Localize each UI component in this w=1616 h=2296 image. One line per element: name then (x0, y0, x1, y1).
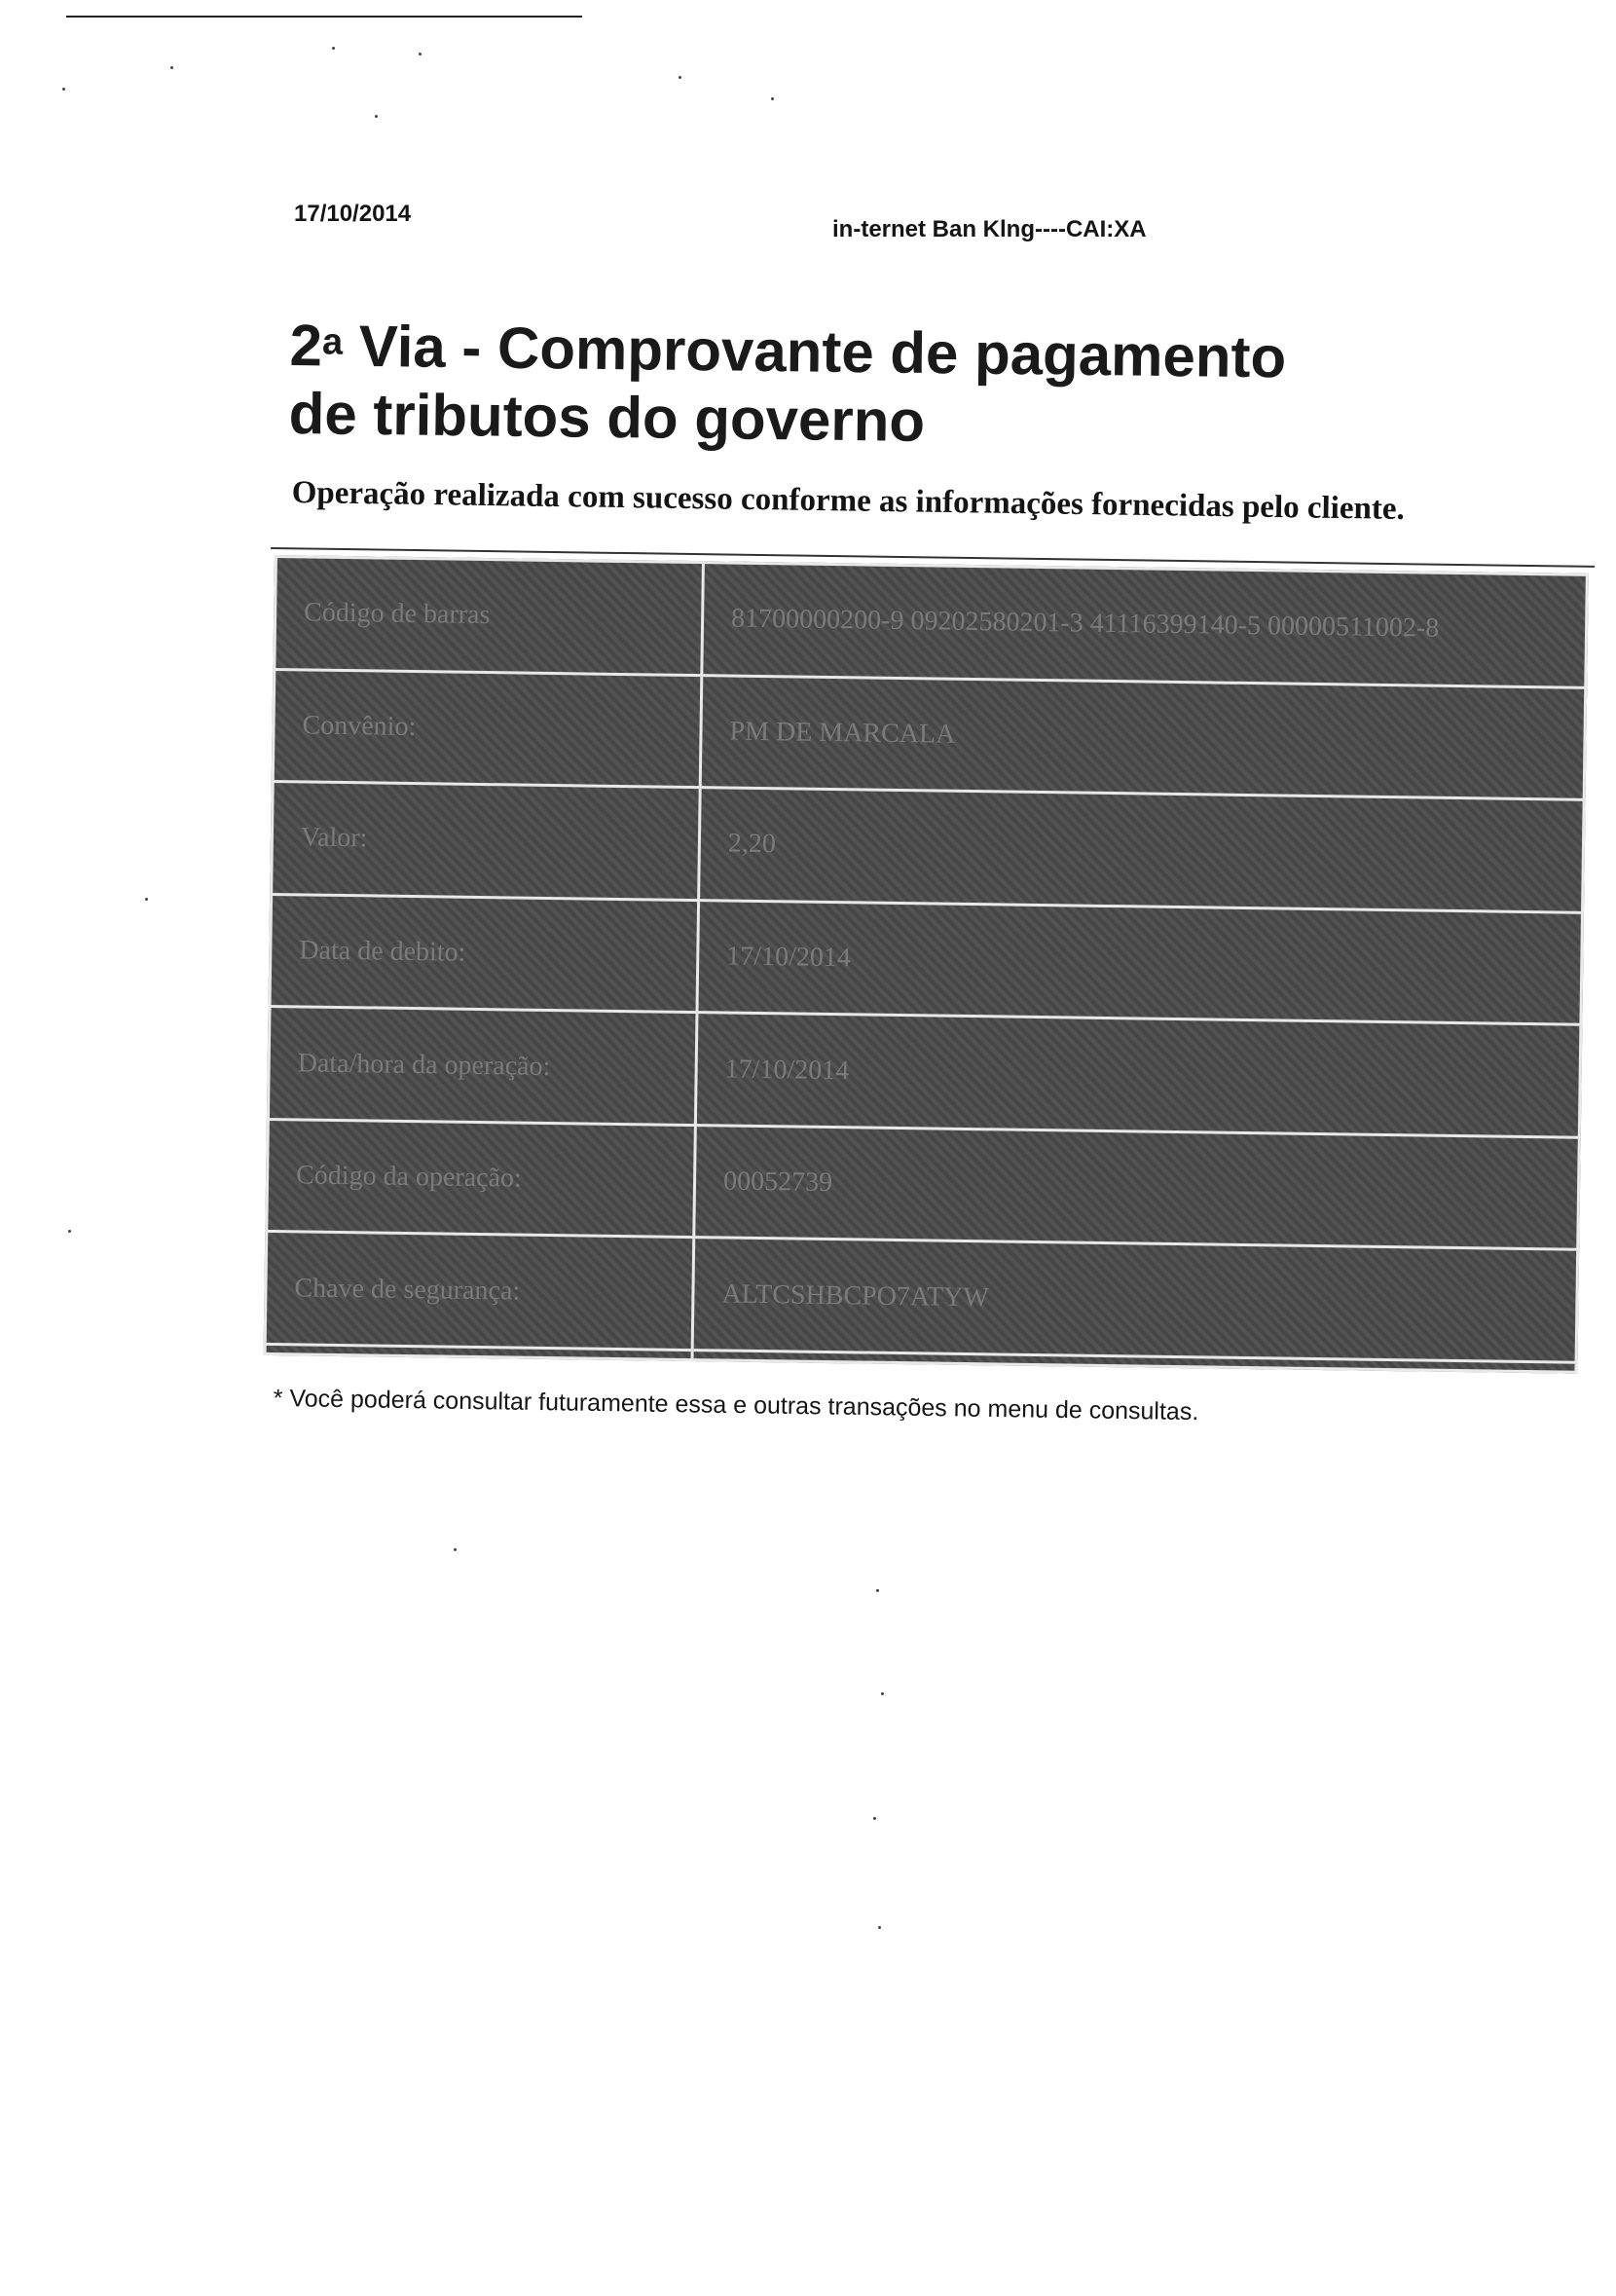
receipt-table-container (264, 555, 1589, 1374)
table-row (267, 1119, 1579, 1249)
title-number: 2 (289, 312, 323, 379)
scan-speck (873, 1817, 876, 1820)
row-label-agreement: Convênio: (273, 669, 702, 788)
row-label-barcode: Código de barras (275, 557, 704, 676)
table-row (275, 557, 1587, 687)
row-value-agreement: PM DE MARCALA (700, 675, 1586, 799)
print-source: in-ternet Ban Klng----CAI:XA (832, 216, 1147, 242)
table-row (268, 1007, 1580, 1137)
row-label-amount: Valor: (272, 782, 701, 901)
scan-speck (679, 76, 681, 79)
table-row (272, 782, 1584, 912)
success-message: Operação realizada com sucesso conforme as informações fornecidas pelo cliente. (291, 475, 1406, 527)
scan-speck (876, 1589, 879, 1592)
scan-speck (454, 1548, 457, 1551)
scan-speck (771, 97, 774, 100)
receipt-table (264, 555, 1589, 1374)
table-row (270, 894, 1582, 1024)
title-line1: Via - Comprovante de pagamento (342, 313, 1287, 390)
row-label-operation-datetime: Data/hora da operação: (268, 1007, 697, 1126)
table-row (265, 1232, 1577, 1362)
scan-speck (170, 66, 173, 69)
scan-speck (375, 115, 378, 118)
title-superscript: a (321, 321, 344, 363)
print-date: 17/10/2014 (294, 201, 412, 227)
scan-speck (419, 53, 422, 56)
scan-speck (145, 898, 148, 901)
scan-edge-line (66, 16, 582, 18)
scan-speck (878, 1926, 881, 1929)
title-line2: de tributos do governo (288, 380, 926, 454)
row-value-security-key: ALTCSHBCPO7ATYW (692, 1238, 1578, 1362)
scan-speck (332, 47, 335, 50)
row-value-operation-datetime: 17/10/2014 (695, 1013, 1581, 1137)
scan-speck (62, 88, 65, 91)
scan-speck (881, 1692, 884, 1695)
footnote: * Você poderá consultar futuramente essa e outras transações no menu de consultas. (273, 1385, 1199, 1426)
table-row (273, 669, 1585, 799)
scan-speck (68, 1230, 71, 1233)
row-label-debit-date: Data de debito: (270, 894, 699, 1013)
page-title (288, 312, 1458, 463)
row-value-amount: 2,20 (699, 788, 1585, 912)
row-value-operation-code: 00052739 (694, 1125, 1580, 1249)
row-value-debit-date: 17/10/2014 (697, 900, 1583, 1024)
row-label-security-key: Chave de segurança: (265, 1232, 694, 1351)
row-value-barcode: 81700000200-9 09202580201-3 41116399140-5 00000511002-8 (702, 563, 1588, 687)
row-label-operation-code: Código da operação: (267, 1119, 696, 1238)
